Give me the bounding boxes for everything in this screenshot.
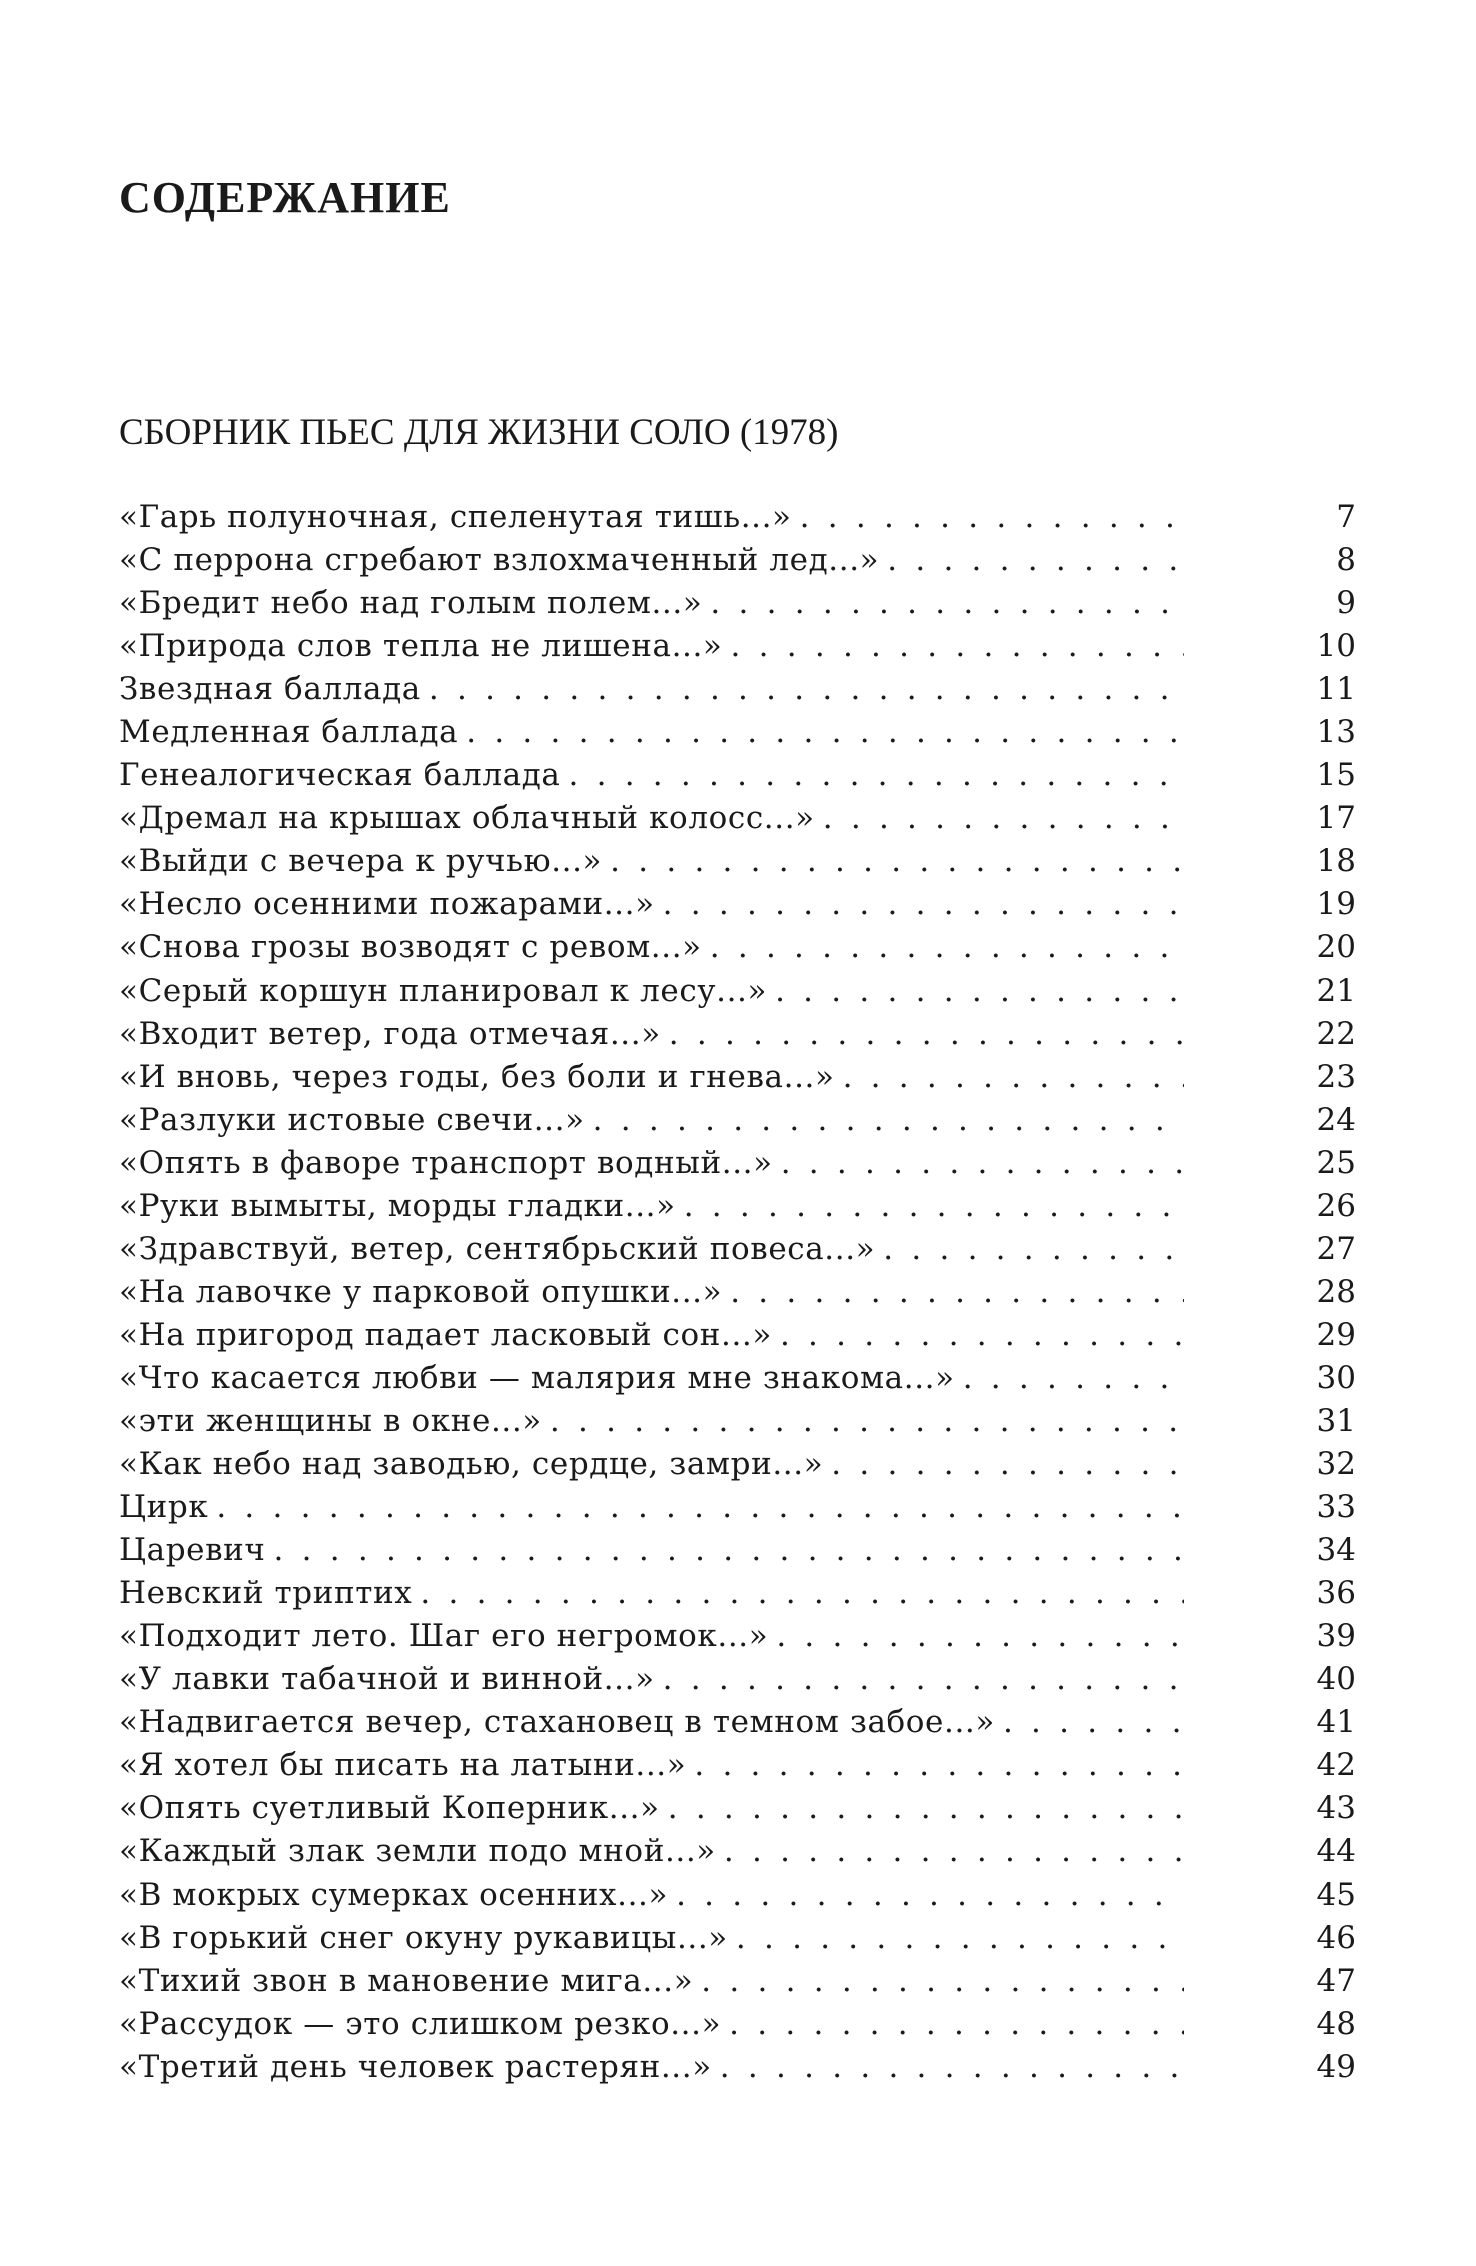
toc-entry-title: «Серый коршун планировал к лесу...» [119, 972, 768, 1009]
toc-entry-page-number: 19 [1316, 886, 1356, 923]
toc-entry-title: «И вновь, через годы, без боли и гнева...» [119, 1058, 835, 1095]
toc-entry-title: Медленная баллада [119, 714, 459, 751]
toc-entry-title: «С перрона сгребают взлохмаченный лед...» [119, 542, 880, 579]
dot-leader [420, 1572, 1184, 1615]
dot-leader [216, 1486, 1184, 1529]
toc-entry-page-number: 39 [1316, 1618, 1356, 1655]
toc-entry-title: «У лавки табачной и винной...» [119, 1661, 655, 1698]
toc-entry-page-number: 42 [1316, 1747, 1356, 1784]
dot-leader [883, 1228, 1184, 1271]
toc-entry-title: «Надвигается вечер, стахановец в темном забое...» [119, 1704, 995, 1741]
toc-entry-title: «Тихий звон в мановение мига...» [119, 1962, 694, 1999]
toc-entry-page-number: 48 [1316, 2005, 1356, 2042]
toc-entry-page-number: 43 [1316, 1790, 1356, 1827]
toc-entry [119, 1787, 1356, 1830]
toc-entry [119, 1830, 1356, 1873]
toc-entry [119, 1099, 1356, 1142]
dot-leader [775, 970, 1184, 1013]
toc-entry-page-number: 36 [1316, 1575, 1356, 1612]
toc-entry-page-number: 47 [1316, 1962, 1356, 1999]
toc-entry-page-number: 41 [1316, 1704, 1356, 1741]
toc-entry-title: «На лавочке у парковой опушки...» [119, 1273, 723, 1310]
toc-entry-page-number: 30 [1316, 1359, 1356, 1396]
toc-entry [119, 2046, 1356, 2089]
toc-entry [119, 840, 1356, 883]
toc-entry-page-number: 24 [1316, 1101, 1356, 1138]
toc-entry-page-number: 25 [1316, 1144, 1356, 1181]
dot-leader [729, 2003, 1184, 2046]
toc-entry-title: «Опять в фаворе транспорт водный...» [119, 1144, 773, 1181]
toc-entry [119, 668, 1356, 711]
toc-entry [119, 883, 1356, 926]
toc-entry [119, 582, 1356, 625]
toc-entry-page-number: 15 [1316, 757, 1356, 794]
dot-leader [724, 1830, 1184, 1873]
toc-entry-title: «Каждый злак земли подо мной...» [119, 1833, 716, 1870]
toc-entry [119, 970, 1356, 1013]
toc-entry-title: «Рассудок — это слишком резко...» [119, 2005, 722, 2042]
toc-entry-title: «эти женщины в окне...» [119, 1402, 542, 1439]
toc-entry-page-number: 23 [1316, 1058, 1356, 1095]
toc-entry [119, 1228, 1356, 1271]
toc-entry [119, 1744, 1356, 1787]
toc-entry [119, 1874, 1356, 1917]
dot-leader [963, 1357, 1184, 1400]
dot-leader [831, 1443, 1184, 1486]
toc-entry-title: «Бредит небо над голым полем...» [119, 585, 703, 622]
dot-leader [694, 1744, 1184, 1787]
toc-entry [119, 797, 1356, 840]
dot-leader [781, 1142, 1184, 1185]
toc-entry-page-number: 27 [1316, 1230, 1356, 1267]
toc-entry-page-number: 20 [1316, 929, 1356, 966]
toc-entry-title: «Как небо над заводью, сердце, замри...» [119, 1446, 824, 1483]
toc-entry-page-number: 18 [1316, 843, 1356, 880]
toc-entry-title: «Что касается любви — малярия мне знакома...» [119, 1359, 955, 1396]
toc-entry [119, 625, 1356, 668]
page-title: СОДЕРЖАНИЕ [119, 173, 451, 222]
toc-entry-title: «Подходит лето. Шаг его негромок...» [119, 1618, 769, 1655]
toc-entry [119, 711, 1356, 754]
toc-entry-page-number: 32 [1316, 1446, 1356, 1483]
toc-entry-page-number: 28 [1316, 1273, 1356, 1310]
dot-leader [663, 883, 1184, 926]
toc-entry-page-number: 9 [1336, 585, 1356, 622]
toc-entry-page-number: 45 [1316, 1876, 1356, 1913]
dot-leader [429, 668, 1184, 711]
toc-entry-title: «В горький снег окуну рукавицы...» [119, 1919, 728, 1956]
dot-leader [466, 711, 1184, 754]
toc-entry [119, 1357, 1356, 1400]
dot-leader [684, 1185, 1184, 1228]
toc-entry-page-number: 21 [1316, 972, 1356, 1009]
toc-entry [119, 2003, 1356, 2046]
toc-entry [119, 1013, 1356, 1056]
section-title: СБОРНИК ПЬЕС ДЛЯ ЖИЗНИ СОЛО (1978) [119, 412, 839, 453]
toc-entry-page-number: 34 [1316, 1532, 1356, 1569]
toc-entry-title: Невский триптих [119, 1575, 413, 1612]
toc-entry-title: «В мокрых сумерках осенних...» [119, 1876, 669, 1913]
toc-entry-title: Царевич [119, 1532, 266, 1569]
toc-entry [119, 1185, 1356, 1228]
toc-entry [119, 926, 1356, 969]
dot-leader [710, 582, 1184, 625]
toc-entry-title: «Опять суетливый Коперник...» [119, 1790, 660, 1827]
toc-entry-title: «Снова грозы возводят с ревом...» [119, 929, 702, 966]
toc-entry-title: «Природа слов тепла не лишена...» [119, 628, 723, 665]
toc-entry [119, 1701, 1356, 1744]
toc-entry-page-number: 10 [1316, 628, 1356, 665]
dot-leader [730, 1271, 1184, 1314]
dot-leader [676, 1874, 1184, 1917]
toc-entry [119, 539, 1356, 582]
toc-entry-page-number: 46 [1316, 1919, 1356, 1956]
dot-leader [843, 1056, 1184, 1099]
table-of-contents [119, 496, 1356, 2089]
toc-entry-page-number: 22 [1316, 1015, 1356, 1052]
toc-entry-page-number: 33 [1316, 1489, 1356, 1526]
dot-leader [776, 1615, 1184, 1658]
dot-leader [731, 625, 1184, 668]
toc-entry-page-number: 49 [1316, 2048, 1356, 2085]
toc-entry-page-number: 7 [1336, 499, 1356, 535]
toc-entry-page-number: 17 [1316, 800, 1356, 837]
dot-leader [663, 1658, 1184, 1701]
toc-entry-title: «На пригород падает ласковый сон...» [119, 1316, 772, 1353]
toc-entry [119, 1271, 1356, 1314]
toc-entry [119, 754, 1356, 797]
dot-leader [669, 1013, 1184, 1056]
dot-leader [720, 2046, 1184, 2089]
toc-entry [119, 1443, 1356, 1486]
dot-leader [668, 1787, 1184, 1830]
toc-entry-page-number: 8 [1336, 542, 1356, 579]
dot-leader [550, 1400, 1184, 1443]
toc-entry [119, 1529, 1356, 1572]
toc-entry-title: «Третий день человек растерян...» [119, 2048, 712, 2085]
toc-entry-title: Звездная баллада [119, 671, 421, 708]
dot-leader [568, 754, 1184, 797]
toc-entry-title: Генеалогическая баллада [119, 757, 561, 794]
toc-entry [119, 1314, 1356, 1357]
toc-entry-page-number: 44 [1316, 1833, 1356, 1870]
dot-leader [593, 1099, 1184, 1142]
toc-entry [119, 1400, 1356, 1443]
toc-entry-title: «Дремал на крышах облачный колосс...» [119, 800, 815, 837]
toc-entry [119, 1572, 1356, 1615]
toc-entry-title: «Несло осенними пожарами...» [119, 886, 655, 923]
toc-entry [119, 1658, 1356, 1701]
toc-entry-title: «Выйди с вечера к ручью...» [119, 843, 603, 880]
toc-entry-title: «Здравствуй, ветер, сентябрьский повеса...» [119, 1230, 876, 1267]
toc-entry-title: Цирк [119, 1489, 209, 1526]
toc-entry [119, 1142, 1356, 1185]
dot-leader [1003, 1701, 1184, 1744]
dot-leader [701, 1960, 1184, 2003]
toc-entry-page-number: 31 [1316, 1402, 1356, 1439]
toc-entry-page-number: 26 [1316, 1187, 1356, 1224]
toc-entry-title: «Руки вымыты, морды гладки...» [119, 1187, 676, 1224]
toc-entry [119, 1056, 1356, 1099]
dot-leader [823, 797, 1184, 840]
dot-leader [736, 1917, 1184, 1960]
toc-entry-title: «Разлуки истовые свечи...» [119, 1101, 585, 1138]
dot-leader [780, 1314, 1184, 1357]
toc-entry-page-number: 11 [1316, 671, 1356, 708]
toc-entry [119, 1486, 1356, 1529]
dot-leader [710, 926, 1184, 969]
toc-entry-page-number: 29 [1316, 1316, 1356, 1353]
dot-leader [800, 496, 1184, 539]
toc-entry-title: «Я хотел бы писать на латыни...» [119, 1747, 687, 1784]
toc-entry-page-number: 40 [1316, 1661, 1356, 1698]
toc-entry-title: «Гарь полуночная, спеленутая тишь...» [119, 499, 792, 535]
toc-entry-page-number: 13 [1316, 714, 1356, 751]
toc-entry-title: «Входит ветер, года отмечая...» [119, 1015, 661, 1052]
toc-entry [119, 1917, 1356, 1960]
toc-entry [119, 496, 1356, 539]
dot-leader [887, 539, 1184, 582]
toc-entry [119, 1960, 1356, 2003]
toc-entry [119, 1615, 1356, 1658]
dot-leader [274, 1529, 1184, 1572]
dot-leader [610, 840, 1184, 883]
